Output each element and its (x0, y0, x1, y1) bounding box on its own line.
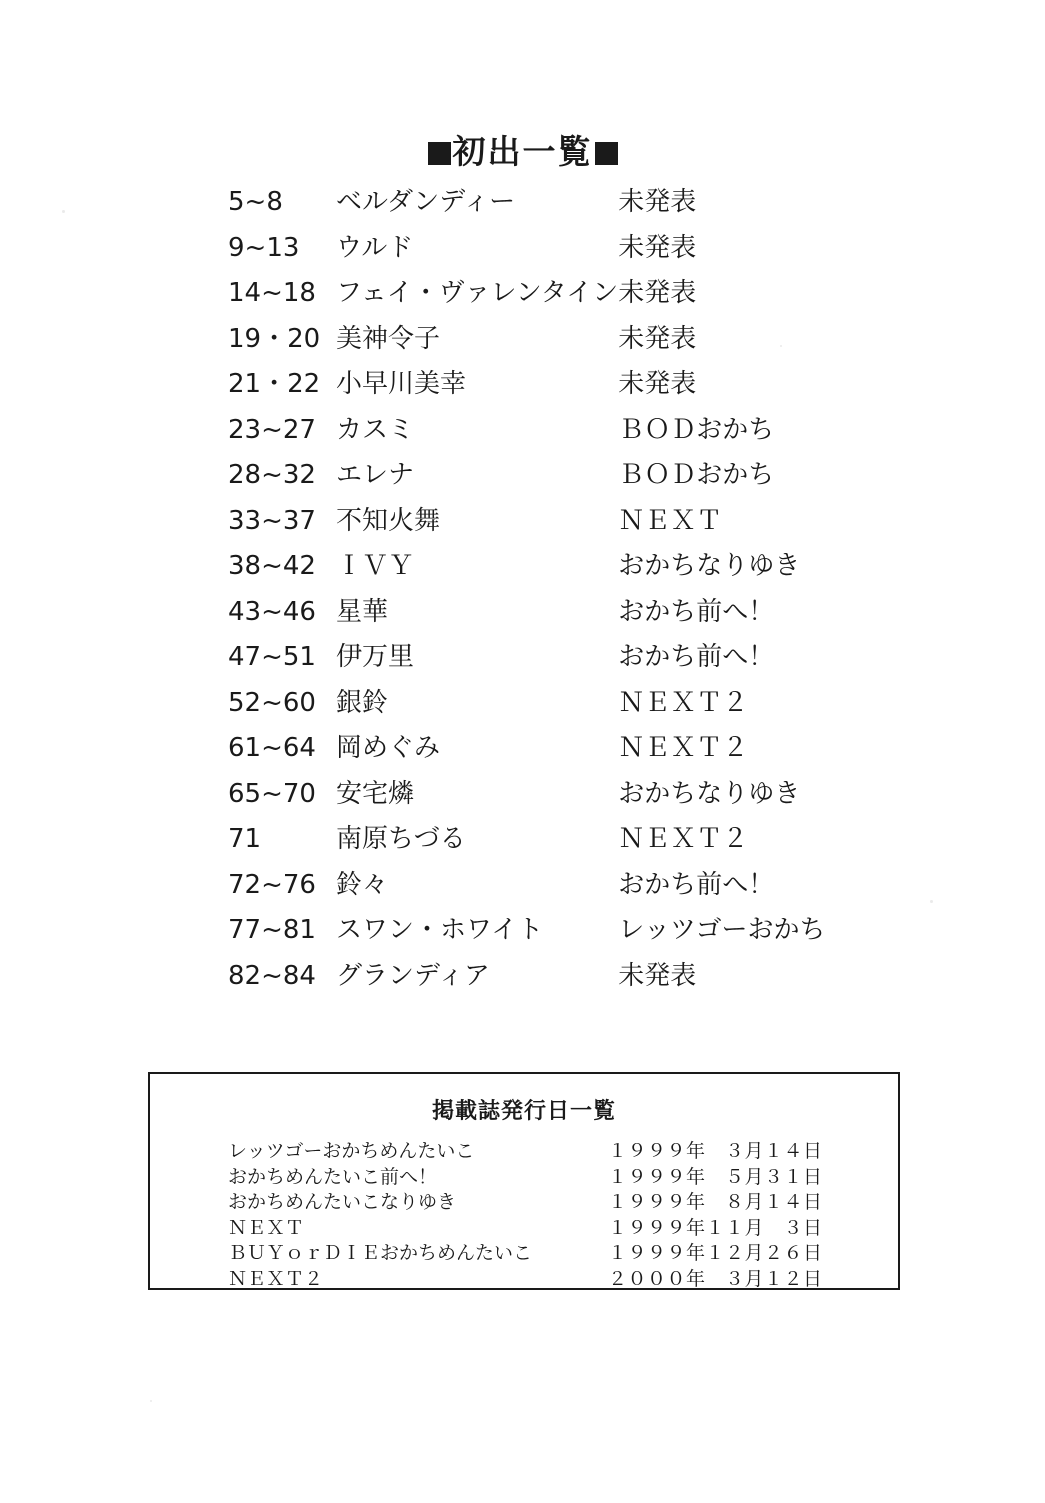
table-row (228, 1190, 823, 1216)
cell-source: おかち前へ！ (618, 596, 775, 627)
cell-publication-date: １９９９年 ８月１４日 (608, 1191, 823, 1213)
cell-source: 未発表 (618, 960, 697, 991)
cell-source: ＢＯＤおかち (618, 460, 775, 490)
table-row (228, 954, 848, 1000)
table-row (228, 408, 848, 454)
cell-title: 岡めぐみ (336, 733, 441, 763)
publication-dates-box (148, 1072, 900, 1290)
cell-source: レッツゴーおかち (618, 915, 826, 945)
table-row (228, 317, 848, 363)
table-row (228, 590, 848, 636)
cell-source: ＮＥＸＴ２ (618, 687, 749, 718)
cell-title: 小早川美幸 (336, 369, 467, 399)
cell-publication-date: １９９９年 ５月３１日 (608, 1165, 823, 1188)
publication-box-title: 掲載誌発行日一覧 (431, 1099, 616, 1124)
table-row (228, 271, 848, 317)
cell-title: 美神令子 (336, 323, 441, 354)
table-row (228, 1139, 823, 1165)
cell-pages: 14~18 (228, 278, 316, 308)
cell-pages: 21・22 (228, 369, 321, 399)
cell-publication-name: ＮＥＸＴ２ (228, 1267, 324, 1290)
paper-speckle (930, 900, 933, 903)
table-row (228, 180, 848, 226)
table-row (228, 1267, 823, 1293)
cell-title: ベルダンディー (336, 187, 516, 217)
first-appearance-table-body (228, 180, 848, 999)
cell-pages: 5~8 (228, 187, 283, 217)
cell-source: ＢＯＤおかち (618, 414, 775, 445)
table-row (228, 863, 848, 909)
table-row (228, 453, 848, 499)
table-row (228, 908, 848, 954)
cell-pages: 28~32 (228, 460, 316, 490)
cell-title: スワン・ホワイト (336, 915, 544, 945)
paper-speckle (150, 1400, 152, 1402)
cell-source: 未発表 (618, 369, 697, 399)
publication-dates-table-body (228, 1139, 823, 1292)
cell-title: エレナ (336, 460, 415, 490)
cell-source: 未発表 (618, 323, 697, 354)
table-row (228, 635, 848, 681)
cell-title: 安宅燐 (336, 778, 415, 809)
cell-title: 銀鈴 (336, 687, 389, 718)
cell-pages: 82~84 (228, 960, 316, 991)
square-marker-left-icon (428, 142, 451, 165)
cell-source: おかちなりゆき (618, 778, 801, 809)
cell-publication-name: ＢＵＹｏｒＤＩＥおかちめんたいこ (228, 1242, 533, 1264)
cell-source: ＮＥＸＴ２ (618, 733, 749, 763)
table-row (228, 499, 848, 545)
table-row (228, 817, 848, 863)
cell-publication-name: おかちめんたいこなりゆき (228, 1191, 457, 1213)
paper-speckle (780, 345, 782, 347)
cell-source: 未発表 (618, 187, 697, 217)
cell-title: 伊万里 (336, 642, 415, 672)
cell-title: 鈴々 (336, 869, 389, 900)
cell-title: 星華 (336, 596, 389, 627)
table-row (228, 1216, 823, 1242)
table-row (228, 726, 848, 772)
square-marker-right-icon (595, 142, 618, 165)
cell-pages: 77~81 (228, 915, 316, 945)
cell-pages: 38~42 (228, 551, 316, 581)
table-row (228, 772, 848, 818)
table-row (228, 1165, 823, 1191)
cell-pages: 43~46 (228, 596, 316, 627)
cell-title: ウルド (336, 232, 414, 263)
publication-dates-table (228, 1139, 823, 1292)
cell-source: おかちなりゆき (618, 551, 801, 581)
cell-pages: 71 (228, 824, 262, 854)
cell-pages: 72~76 (228, 869, 316, 900)
cell-publication-date: １９９９年１１月 ３日 (608, 1216, 823, 1239)
cell-pages: 65~70 (228, 778, 316, 809)
cell-source: 未発表 (618, 232, 697, 263)
cell-pages: 52~60 (228, 687, 316, 718)
table-row (228, 1241, 823, 1267)
cell-pages: 33~37 (228, 505, 316, 536)
cell-pages: 19・20 (228, 323, 321, 354)
cell-publication-date: １９９９年 ３月１４日 (608, 1140, 823, 1162)
cell-pages: 61~64 (228, 733, 316, 763)
page-title (0, 126, 1045, 173)
cell-source: おかち前へ！ (618, 642, 775, 672)
cell-source: おかち前へ！ (618, 869, 775, 900)
cell-pages: 47~51 (228, 642, 316, 672)
cell-publication-name: おかちめんたいこ前へ！ (228, 1165, 438, 1188)
cell-title: 不知火舞 (336, 505, 441, 536)
cell-source: ＮＥＸＴ (618, 505, 723, 536)
cell-title: ＩＶＹ (336, 551, 415, 581)
table-row (228, 681, 848, 727)
cell-publication-name: ＮＥＸＴ (228, 1216, 305, 1239)
cell-pages: 9~13 (228, 232, 300, 263)
cell-source: 未発表 (618, 278, 697, 308)
cell-publication-name: レッツゴーおかちめんたいこ (228, 1140, 475, 1162)
table-row (228, 362, 848, 408)
cell-pages: 23~27 (228, 414, 316, 445)
first-appearance-table (228, 180, 848, 999)
cell-publication-date: ２０００年 ３月１２日 (608, 1267, 823, 1290)
paper-speckle (62, 210, 65, 213)
cell-publication-date: １９９９年１２月２６日 (608, 1242, 823, 1264)
page-title-text: 初出一覧 (452, 132, 593, 171)
cell-title: グランディア (336, 960, 490, 991)
cell-title: フェイ・ヴァレンタイン (336, 278, 619, 308)
cell-title: カスミ (336, 414, 415, 445)
cell-title: 南原ちづる (336, 824, 466, 854)
table-row (228, 544, 848, 590)
cell-source: ＮＥＸＴ２ (618, 824, 749, 854)
table-row (228, 226, 848, 272)
